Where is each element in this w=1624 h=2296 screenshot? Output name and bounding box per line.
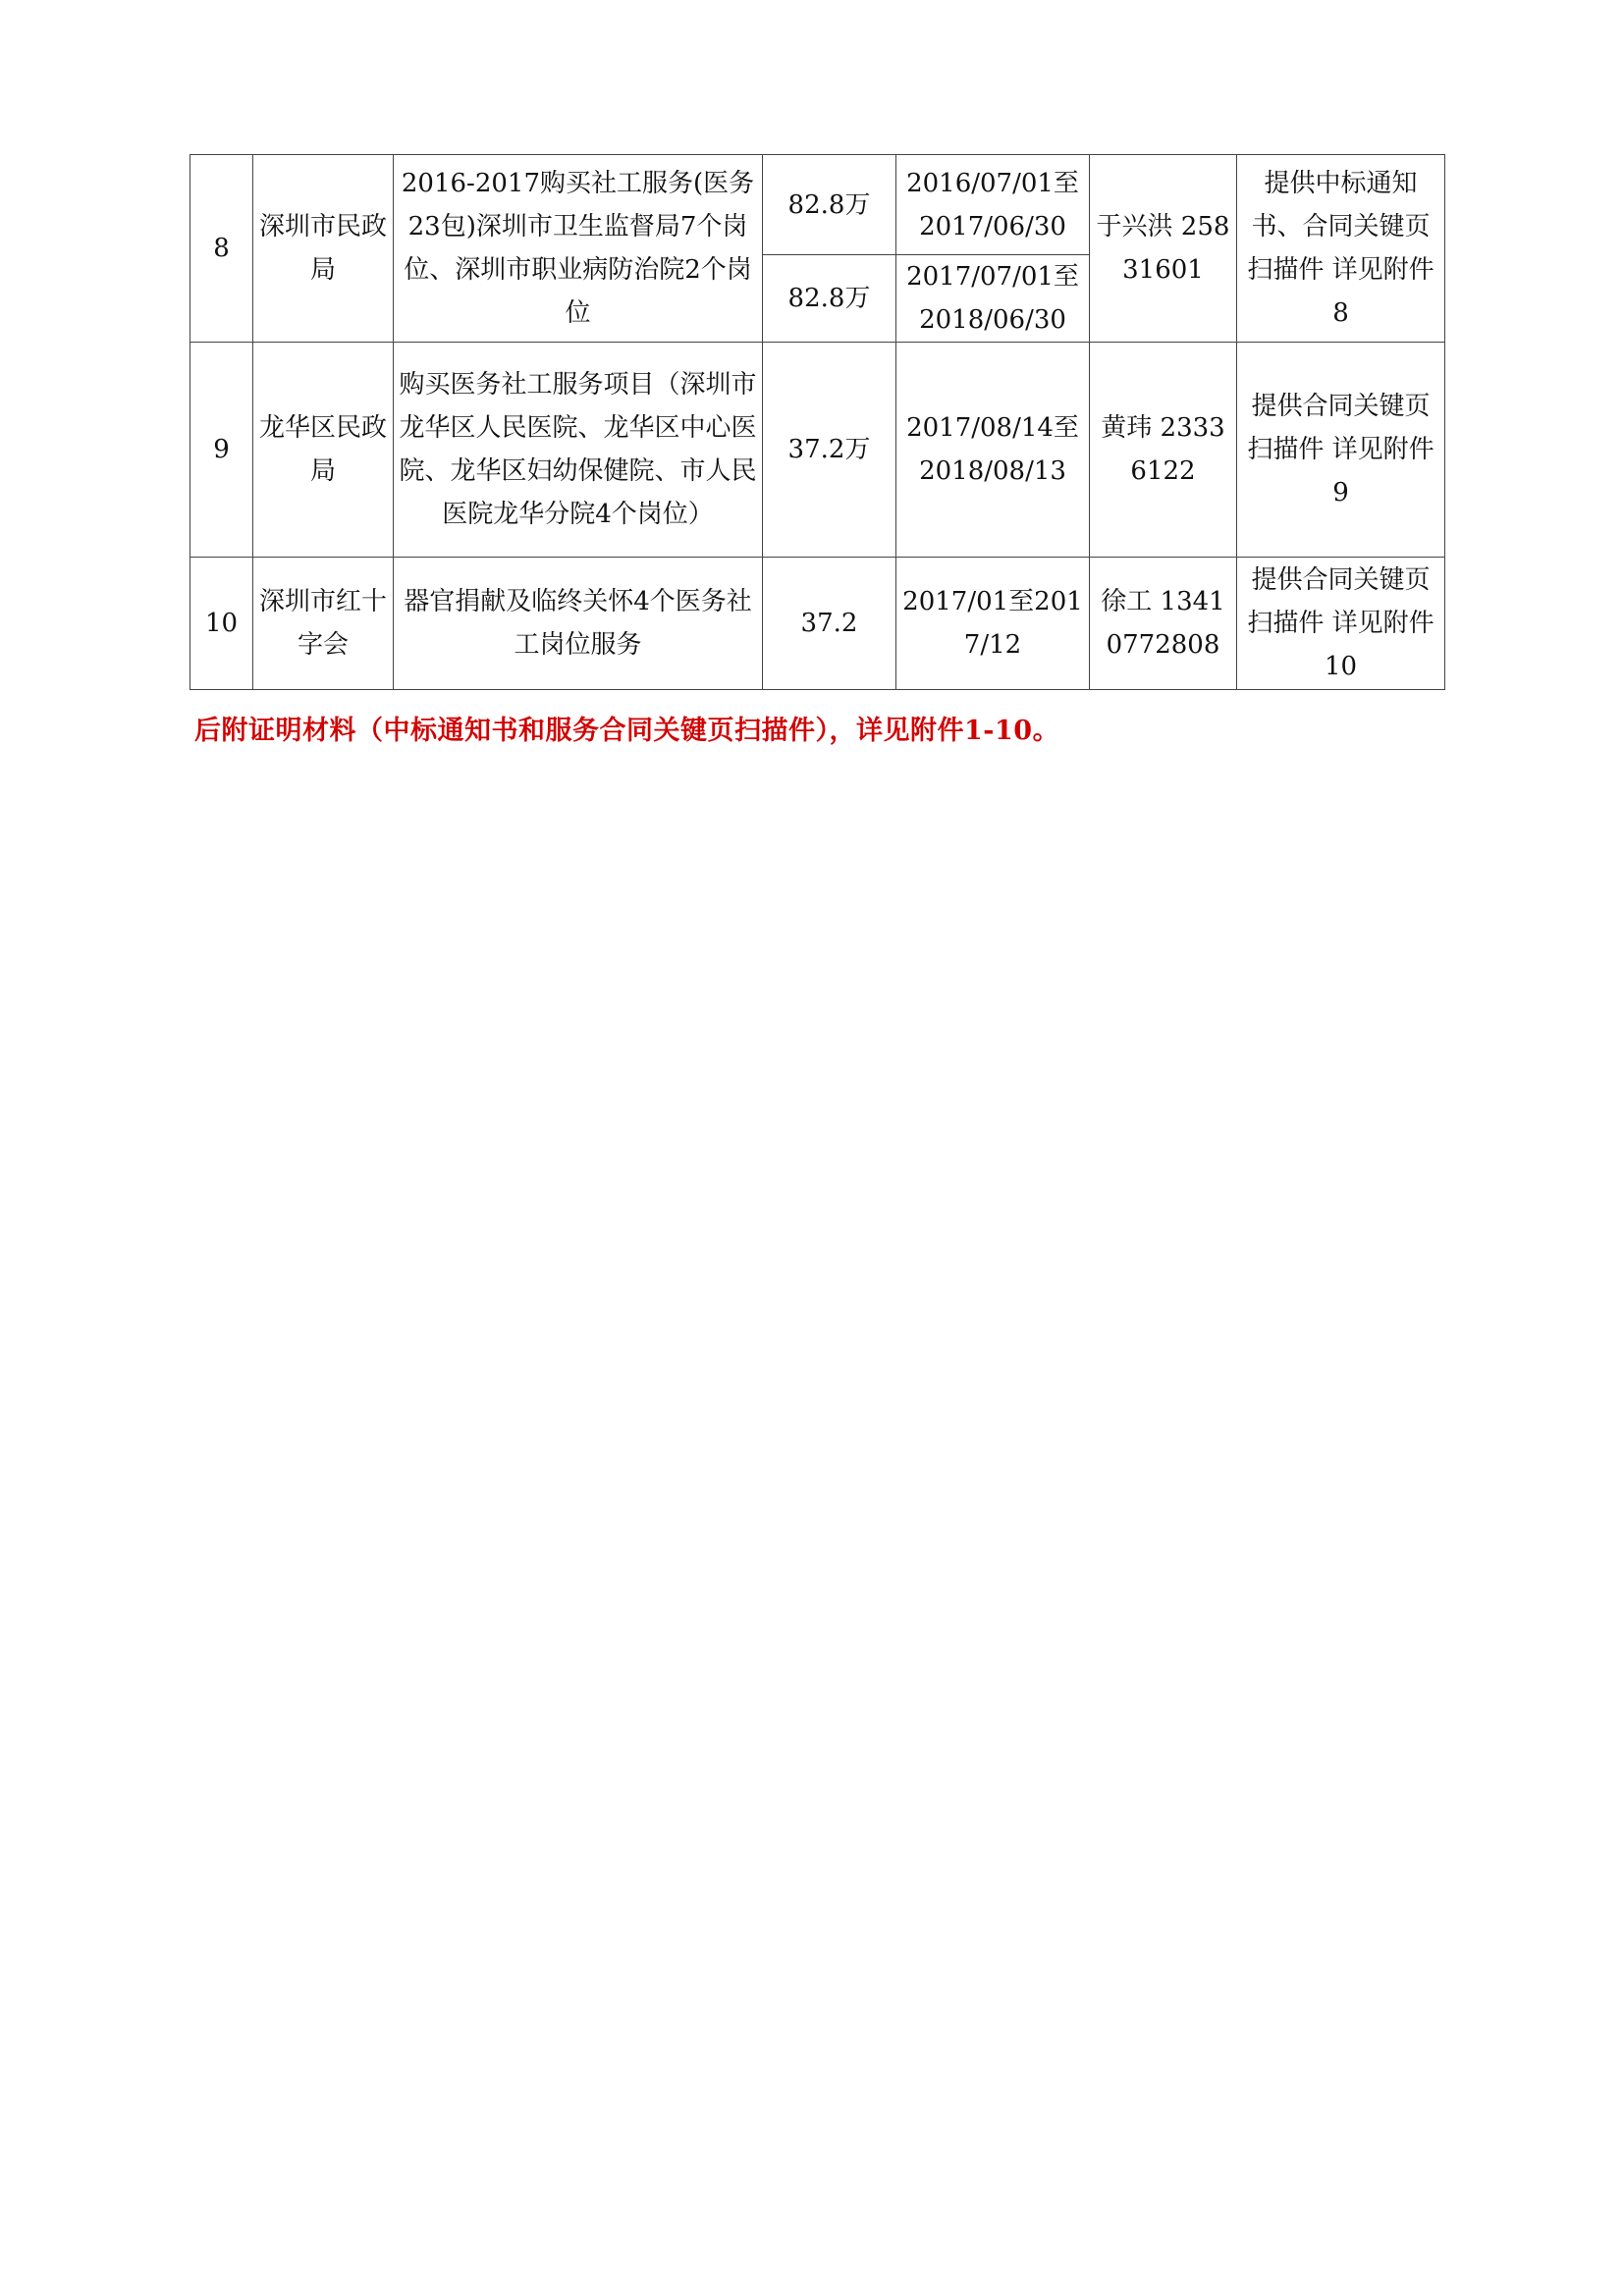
unit-cell: 深圳市红十字会 — [253, 558, 394, 690]
contact-cell: 黄玮 23336122 — [1090, 343, 1237, 558]
amount-cell: 82.8万 — [763, 155, 896, 255]
unit-cell: 深圳市民政局 — [253, 155, 394, 343]
row-number-cell: 8 — [190, 155, 253, 343]
table-row — [190, 155, 1445, 255]
row-number-cell: 9 — [190, 343, 253, 558]
amount-cell: 37.2 — [763, 558, 896, 690]
amount-cell: 82.8万 — [763, 255, 896, 343]
period-cell: 2017/01至2017/12 — [896, 558, 1090, 690]
evidence-cell: 提供中标通知书、合同关键页扫描件 详见附件8 — [1237, 155, 1445, 343]
project-records-table — [189, 154, 1445, 690]
project-cell: 购买医务社工服务项目（深圳市龙华区人民医院、龙华区中心医院、龙华区妇幼保健院、市人民医院龙华分院4个岗位） — [394, 343, 763, 558]
project-cell: 器官捐献及临终关怀4个医务社工岗位服务 — [394, 558, 763, 690]
period-cell: 2016/07/01至2017/06/30 — [896, 155, 1090, 255]
contact-cell: 徐工 13410772808 — [1090, 558, 1237, 690]
attachment-note: 后附证明材料（中标通知书和服务合同关键页扫描件），详见附件1-10。 — [194, 716, 1060, 746]
amount-cell: 37.2万 — [763, 343, 896, 558]
row-number-cell: 10 — [190, 558, 253, 690]
period-cell: 2017/08/14至2018/08/13 — [896, 343, 1090, 558]
unit-cell: 龙华区民政局 — [253, 343, 394, 558]
table-row — [190, 343, 1445, 558]
table-row — [190, 558, 1445, 690]
project-cell: 2016-2017购买社工服务(医务23包)深圳市卫生监督局7个岗位、深圳市职业病防治院2个岗位 — [394, 155, 763, 343]
evidence-cell: 提供合同关键页扫描件 详见附件9 — [1237, 343, 1445, 558]
contact-cell: 于兴洪 25831601 — [1090, 155, 1237, 343]
evidence-cell: 提供合同关键页扫描件 详见附件10 — [1237, 558, 1445, 690]
period-cell: 2017/07/01至2018/06/30 — [896, 255, 1090, 343]
